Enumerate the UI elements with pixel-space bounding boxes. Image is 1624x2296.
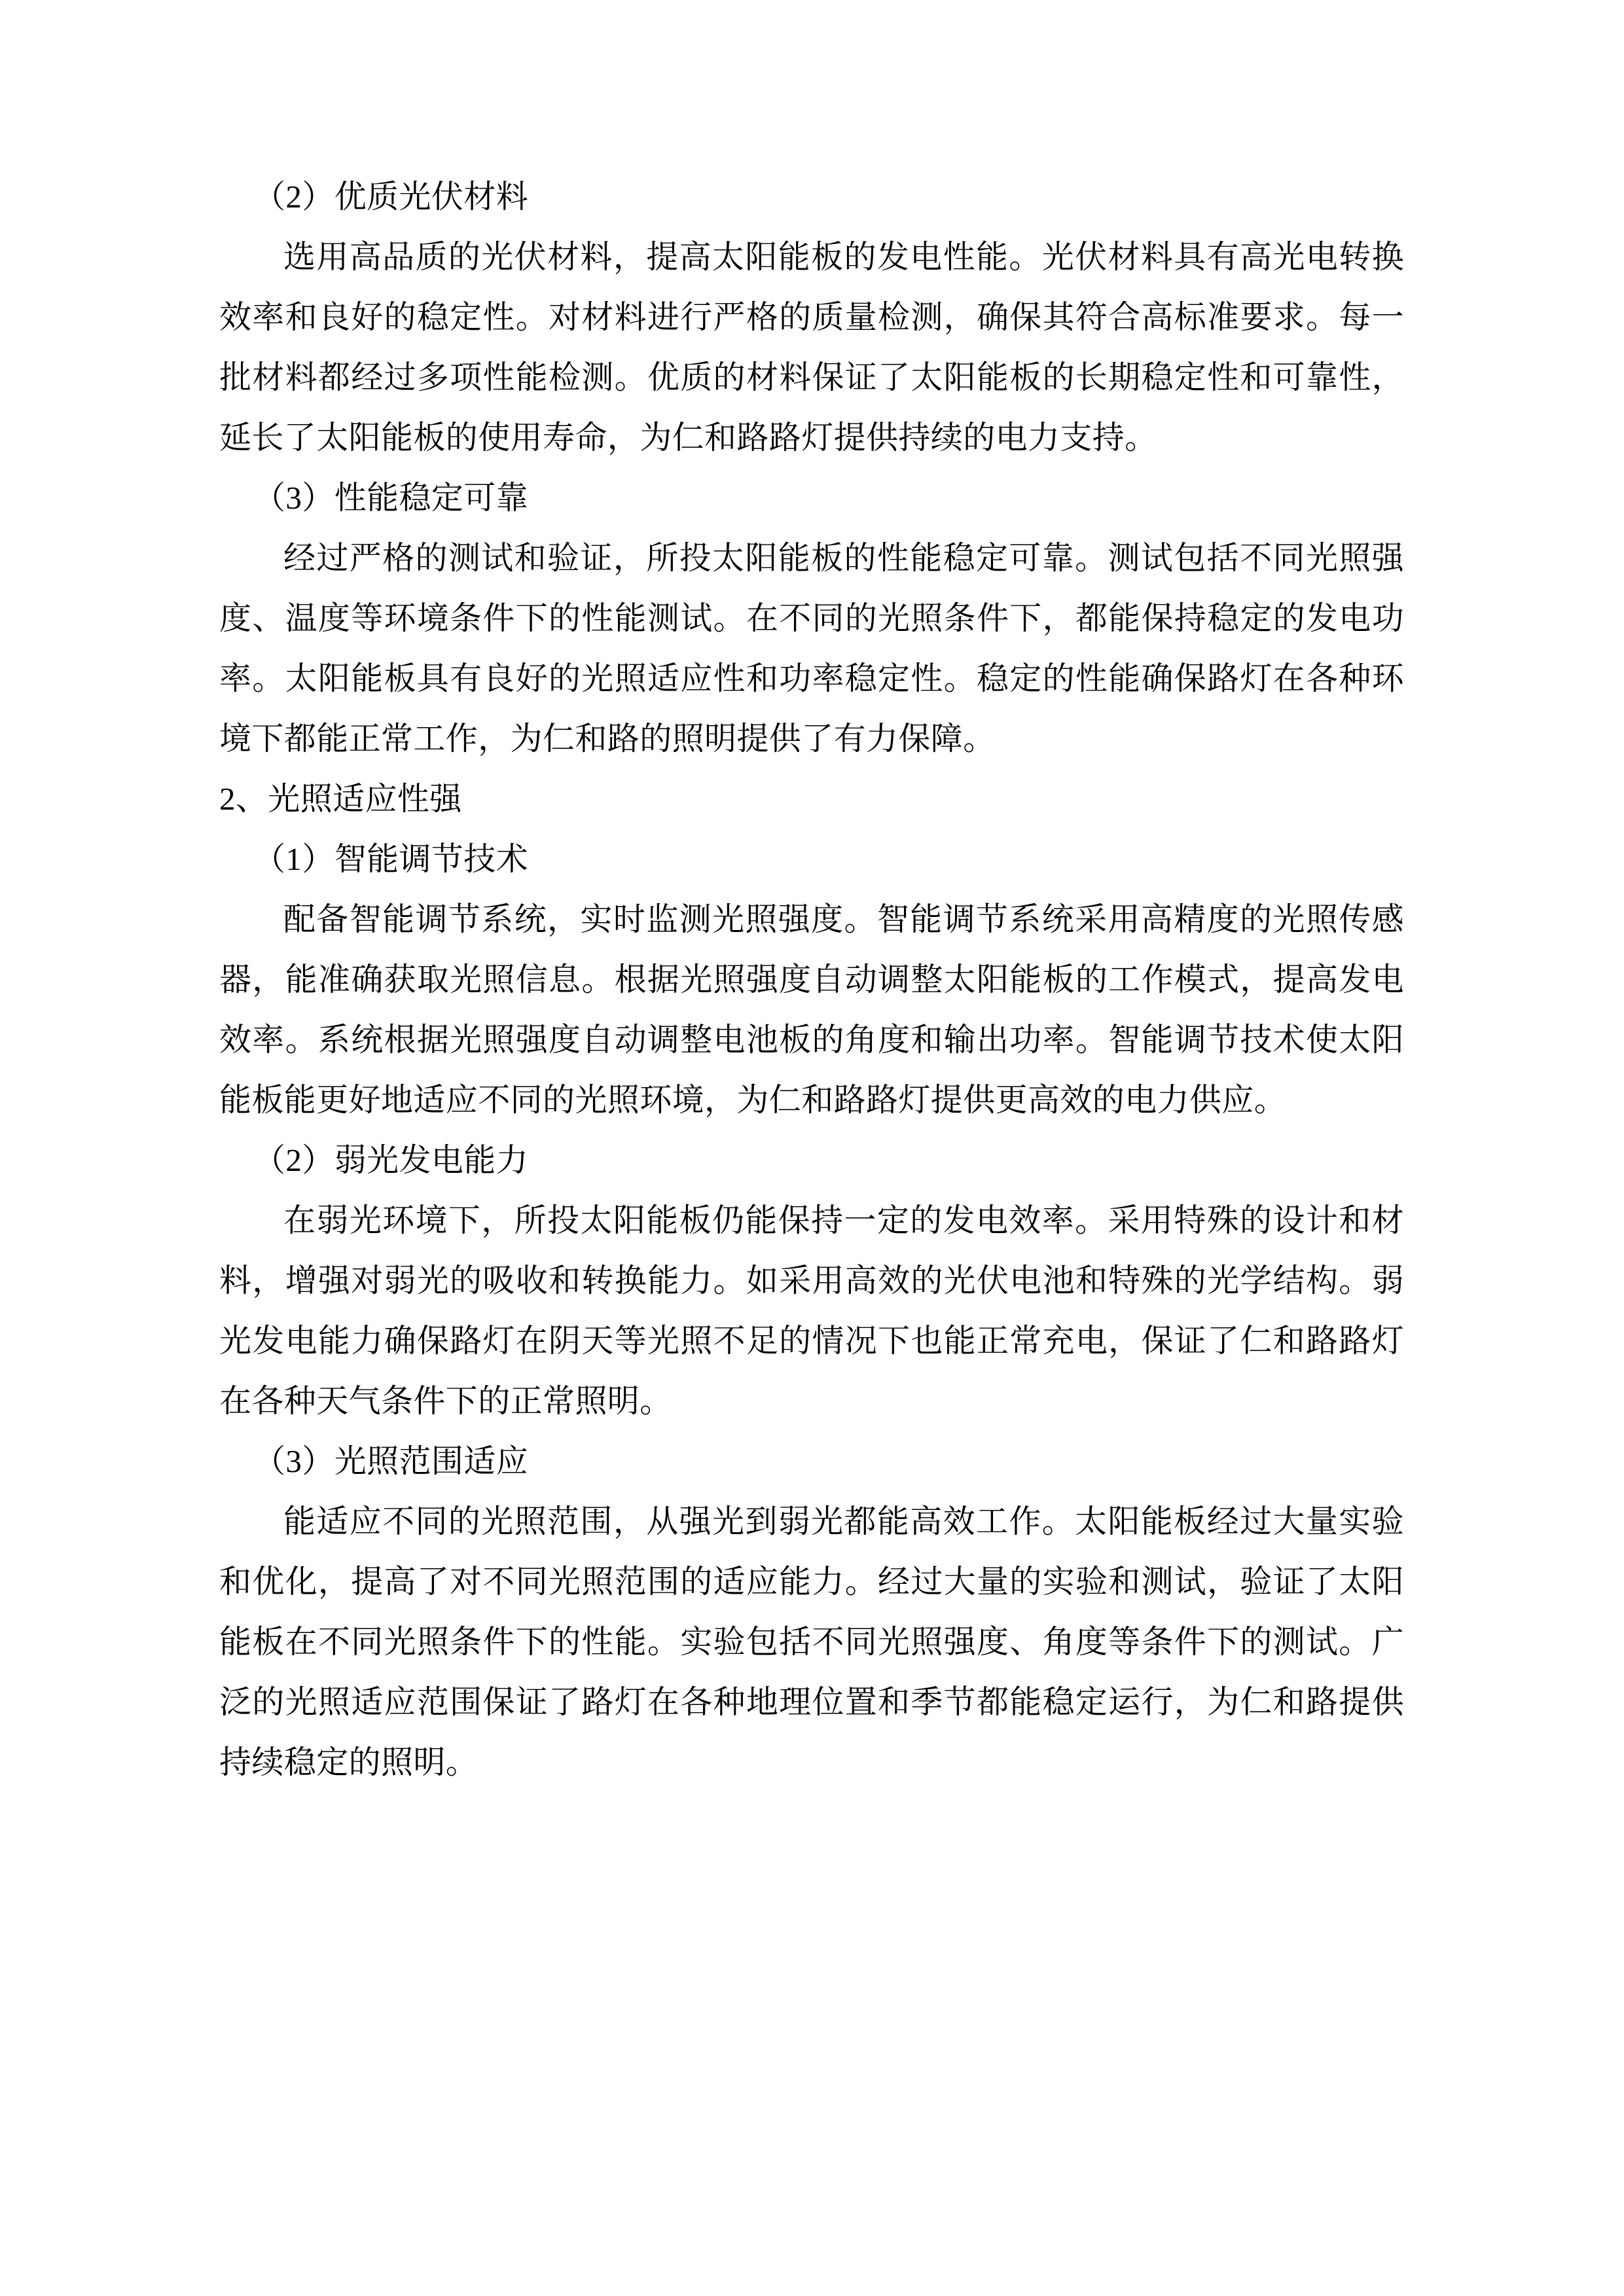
heading-smart-adjust: （1）智能调节技术 [253, 841, 529, 877]
heading-section-2: 2、光照适应性强 [219, 781, 462, 817]
paragraph-smart-adjust: 配备智能调节系统，实时监测光照强度。智能调节系统采用高精度的光照传感器，能准确获取光照信息。根据光照强度自动调整太阳能板的工作模式，提高发电效率。系统根据光照强度自动调整电池板的角度和输出功率。智能调节技术使太阳能板能更好地适应不同的光照环境，为仁和路路灯提供更高效的电力供应。 [219, 901, 1404, 1118]
heading-quality-pv-material: （2）优质光伏材料 [253, 179, 529, 215]
document-body [219, 167, 1404, 1793]
heading-light-range: （3）光照范围适应 [253, 1443, 529, 1479]
paragraph-low-light-power: 在弱光环境下，所投太阳能板仍能保持一定的发电效率。采用特殊的设计和材料，增强对弱光的吸收和转换能力。如采用高效的光伏电池和特殊的光学结构。弱光发电能力确保路灯在阴天等光照不足的情况下也能正常充电，保证了仁和路路灯在各种天气条件下的正常照明。 [219, 1202, 1404, 1419]
heading-low-light-power: （2）弱光发电能力 [253, 1142, 529, 1178]
paragraph-stable-reliable: 经过严格的测试和验证，所投太阳能板的性能稳定可靠。测试包括不同光照强度、温度等环境条件下的性能测试。在不同的光照条件下，都能保持稳定的发电功率。太阳能板具有良好的光照适应性和功率稳定性。稳定的性能确保路灯在各种环境下都能正常工作，为仁和路的照明提供了有力保障。 [219, 540, 1404, 757]
paragraph-light-range: 能适应不同的光照范围，从强光到弱光都能高效工作。太阳能板经过大量实验和优化，提高了对不同光照范围的适应能力。经过大量的实验和测试，验证了太阳能板在不同光照条件下的性能。实验包括不同光照强度、角度等条件下的测试。广泛的光照适应范围保证了路灯在各种地理位置和季节都能稳定运行，为仁和路提供持续稳定的照明。 [219, 1503, 1404, 1780]
heading-stable-reliable: （3）性能稳定可靠 [253, 480, 529, 516]
paragraph-quality-pv-material: 选用高品质的光伏材料，提高太阳能板的发电性能。光伏材料具有高光电转换效率和良好的稳定性。对材料进行严格的质量检测，确保其符合高标准要求。每一批材料都经过多项性能检测。优质的材料保证了太阳能板的长期稳定性和可靠性，延长了太阳能板的使用寿命，为仁和路路灯提供持续的电力支持。 [219, 239, 1404, 456]
